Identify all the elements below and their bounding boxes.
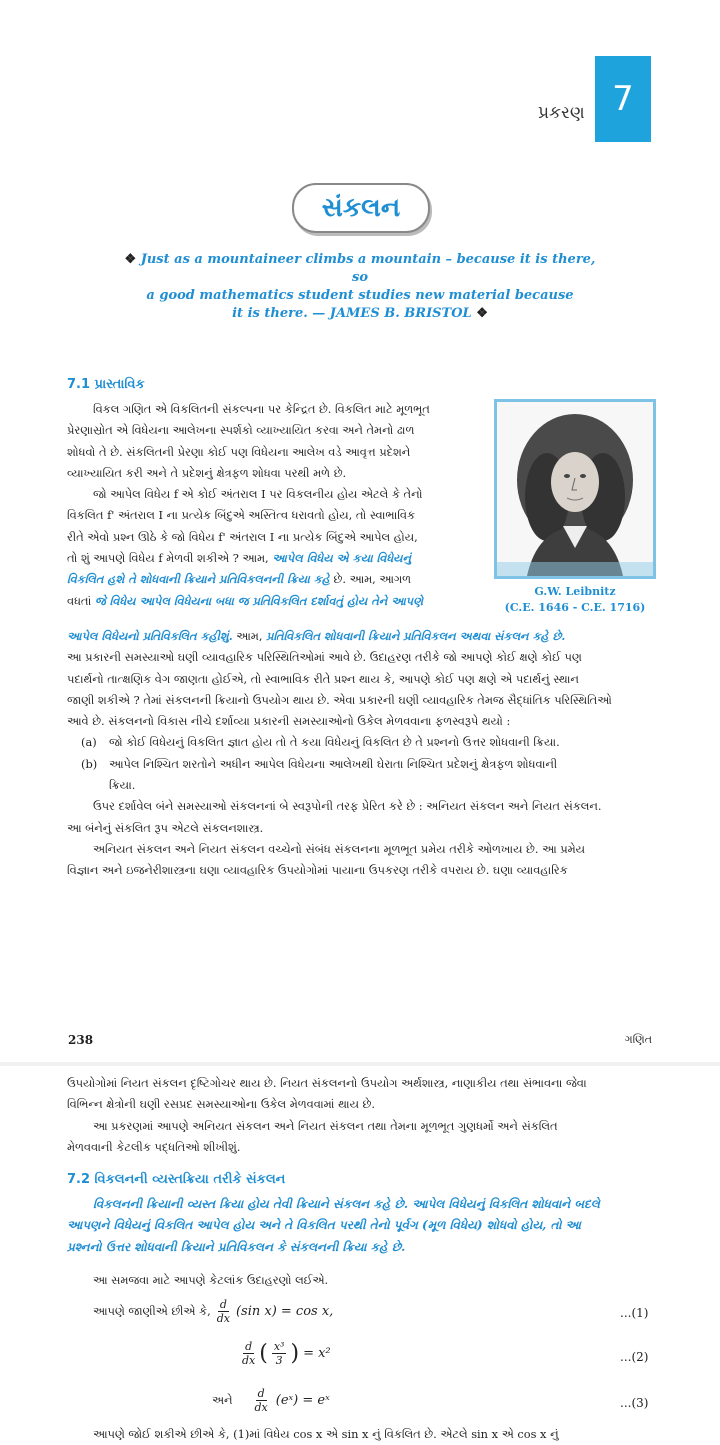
text-line: વિકલ ગણિત એ વિકલિતની સંકલ્પના પર કેન્દ્રિત છે. વિકલિત માટે મૂળભૂત bbox=[93, 402, 430, 416]
text-line: વિકલિત f' અંતરાલ I ના પ્રત્યેક બિંદુએ અસ્તિત્વ ધરાવતો હોય, તો સ્વાભાવિક bbox=[67, 508, 415, 523]
highlight-text: જે વિધેય આપેલ વિધેયના બધા જ પ્રતિવિકલિત દર્શાવતું હોય તેને આપણે bbox=[94, 593, 424, 608]
highlight-text: આપેલ વિધેયનો પ્રતિવિકલિત કહીશું. bbox=[67, 629, 233, 643]
page-number: 238 bbox=[68, 1033, 94, 1047]
text-line bbox=[67, 626, 653, 647]
list-item-label: (b) bbox=[81, 756, 98, 771]
list-item bbox=[67, 732, 653, 753]
highlight-text: વિકલિત હશે તે શોધવાની ક્રિયાને પ્રતિવિકલનની ક્રિયા કહે bbox=[67, 572, 330, 587]
fraction bbox=[272, 1340, 287, 1367]
text-line: પ્રેરણાસ્રોત એ વિધેયના આલેખના સ્પર્શકો વ્યાખ્યાયિત કરવા અને તેમનો ઢાળ bbox=[67, 423, 415, 438]
definition-paragraph bbox=[67, 1194, 653, 1258]
portrait-name: G.W. Leibnitz bbox=[534, 585, 616, 598]
frac-den: 3 bbox=[275, 1354, 283, 1367]
text-line: ઉપર દર્શાવેલ બંને સમસ્યાઓ સંકલનનાં બે સ્વરૂપોની તરફ પ્રેરિત કરે છે : અનિયત સંકલન અને નિયત સંકલન. bbox=[93, 799, 602, 814]
example-intro: આ સમજવા માટે આપણે કેટલાંક ઉદાહરણો લઈએ. bbox=[93, 1273, 329, 1287]
text-line: આપણે જોઈ શકીએ છીએ કે, (1)માં વિધેય cos x એ sin x નું વિકલિત છે. એટલે sin x એ cos x નું bbox=[93, 1427, 559, 1441]
portrait-illustration-icon bbox=[497, 402, 653, 576]
equation-number: ...(3) bbox=[620, 1396, 649, 1410]
frac-den: dx bbox=[254, 1401, 268, 1414]
equation-rhs: (eˣ) = eˣ bbox=[275, 1393, 330, 1408]
chapter-label: પ્રકરણ bbox=[538, 103, 585, 123]
frac-den: dx bbox=[242, 1354, 256, 1367]
text-span: વધતાં bbox=[67, 593, 95, 608]
text-line: વ્યાખ્યાયિત કરી અને તે પ્રદેશનું ક્ષેત્રફળ શોધવા પરથી મળે છે. bbox=[67, 465, 347, 480]
epigraph-quote bbox=[120, 251, 600, 323]
equation-2 bbox=[242, 1340, 331, 1367]
frac-num: d bbox=[257, 1387, 265, 1400]
quote-line: a good mathematics student studies new material because bbox=[146, 288, 574, 303]
page-divider bbox=[0, 1062, 720, 1066]
frac-den: dx bbox=[216, 1312, 230, 1325]
quote-ornament-icon: ❖ bbox=[124, 252, 137, 267]
portrait-caption bbox=[494, 584, 656, 616]
text-line: પ્રશ્નનો ઉત્તર શોધવાની ક્રિયાને પ્રતિવિકલન કે સંકલનની ક્રિયા કહે છે. bbox=[67, 1239, 406, 1254]
text-line bbox=[67, 591, 487, 612]
text-line: આ પ્રકરણમાં આપણે અનિયત સંકલન અને નિયત સંકલન તથા તેમના મૂળભૂત ગુણધર્મો અને સંકલિત bbox=[93, 1118, 558, 1133]
list-item-text: જો કોઈ વિધેયનું વિકલિત જ્ઞાત હોય તો તે કયા વિધેયનું વિકલિત છે તે પ્રશ્નનો ઉત્તર શોધવાની ક્રિયા. bbox=[109, 735, 560, 750]
derivative-operator bbox=[242, 1340, 255, 1367]
derivative-operator bbox=[255, 1387, 268, 1414]
equation-prefix: અને bbox=[212, 1392, 233, 1407]
equation-rhs: (sin x) = cos x, bbox=[235, 1304, 334, 1319]
equation-3 bbox=[212, 1387, 330, 1414]
list-item-label: (a) bbox=[81, 735, 97, 750]
quote-ornament-icon: ❖ bbox=[476, 306, 488, 321]
text-span: તો શું આપણે વિધેય f મેળવી શકીએ ? આમ, bbox=[67, 551, 269, 566]
highlight-text: આપેલ વિધેય એ કયા વિધેયનું bbox=[272, 551, 411, 566]
text-line: આપણને વિધેયનું વિકલિત આપેલ હોય અને તે વિકલિત પરથી તેનો પૂર્વગ (મૂળ વિધેય) શોધવો હોય, તો આ bbox=[67, 1218, 581, 1233]
list-item-continuation: ક્રિયા. bbox=[109, 778, 136, 793]
text-line: આવે છે. સંકલનનો વિકાસ નીચે દર્શાવ્યા પ્રકારની સમસ્યાઓનો ઉકેલ મેળવવાના ફળસ્વરૂપે થયો : bbox=[67, 714, 511, 729]
text-line bbox=[67, 569, 487, 590]
equation-rhs: = x² bbox=[303, 1346, 331, 1361]
text-line: ઉપયોગોમાં નિયત સંકલન દૃષ્ટિગોચર થાય છે. નિયત સંકલનનો ઉપયોગ અર્થશાસ્ત્ર, નાણાકીય તથા સંભાવના જેવા bbox=[67, 1076, 587, 1090]
section-heading: 7.1 પ્રાસ્તાવિક bbox=[67, 377, 145, 392]
running-head: ગણિત bbox=[624, 1033, 652, 1046]
frac-num: x³ bbox=[273, 1340, 285, 1353]
text-line bbox=[67, 548, 487, 569]
text-line: વિજ્ઞાન અને ઇજનેરીશાસ્ત્રના ઘણા વ્યાવહારિક ઉપયોગોમાં પાયાના ઉપકરણ તરીકે વપરાય છે. ઘણા વ્યાવહારિક bbox=[67, 863, 568, 878]
list-item-text: આપેલ નિશ્ચિત શરતોને અધીન આપેલ વિધેયના આલેખથી ઘેરાતા નિશ્ચિત પ્રદેશનું ક્ષેત્રફળ શોધવાની bbox=[109, 756, 558, 771]
text-line: વિકલનની ક્રિયાની વ્યસ્ત ક્રિયા હોય તેવી ક્રિયાને સંકલન કહે છે. આપેલ વિધેયનું વિકલિત શોધવાને બદલે bbox=[93, 1197, 600, 1211]
quote-line: Just as a mountaineer climbs a mountain – because it is there, so bbox=[140, 252, 596, 285]
text-line: મેળવવાની કેટલીક પદ્ધતિઓ શીખીશું. bbox=[67, 1139, 241, 1154]
chapter-title: સંકલન bbox=[292, 183, 430, 233]
leibnitz-portrait bbox=[494, 399, 656, 579]
equation-number: ...(2) bbox=[620, 1350, 649, 1364]
page2-paragraph bbox=[67, 1073, 653, 1158]
quote-line: it is there. — JAMES B. BRISTOL bbox=[232, 306, 472, 321]
text-line: વિભિન્ન ક્ષેત્રોની ઘણી રસપ્રદ સમસ્યાઓના ઉકેલ મેળવવામાં થાય છે. bbox=[67, 1097, 375, 1112]
frac-num: d bbox=[245, 1340, 253, 1353]
text-line: પદાર્થનો તાત્ક્ષણિક વેગ જાણતા હોઈએ, તો સ્વાભાવિક રીતે પ્રશ્ન થાય કે, આપણે કોઈ પણ ક્ષણે એ પદાર્થનું સ્થાન bbox=[67, 671, 579, 686]
text-line: આ પ્રકારની સમસ્યાઓ ઘણી વ્યાવહારિક પરિસ્થિતિઓમાં આવે છે. ઉદાહરણ તરીકે જો આપણે કોઈ ક્ષણે કોઈ પણ bbox=[67, 650, 582, 665]
equation-number: ...(1) bbox=[620, 1306, 649, 1320]
chapter-number-badge: 7 bbox=[595, 56, 651, 142]
text-line: જો આપેલ વિધેય f એ કોઈ અંતરાલ I પર વિકલનીય હોય એટલે કે તેનો bbox=[93, 487, 423, 502]
frac-num: d bbox=[219, 1298, 227, 1311]
text-span: આમ, bbox=[232, 629, 267, 643]
body-paragraph bbox=[67, 626, 653, 882]
text-line: અનિયત સંકલન અને નિયત સંકલન વચ્ચેનો સંબંધ સંકલનના મૂળભૂત પ્રમેય તરીકે ઓળખાય છે. આ પ્રમેય bbox=[93, 841, 585, 856]
derivative-operator bbox=[217, 1298, 230, 1325]
text-line: આ બંનેનું સંકલિત રૂપ એટલે સંકલનશાસ્ત્ર. bbox=[67, 820, 264, 835]
highlight-text: પ્રતિવિકલિત શોધવાની ક્રિયાને પ્રતિવિકલન અથવા સંકલન કહે છે. bbox=[266, 629, 566, 643]
intro-paragraph bbox=[67, 399, 487, 612]
text-span: છે. આમ, આગળ bbox=[329, 572, 412, 587]
paren-close: ) bbox=[290, 1341, 300, 1366]
equation-prefix: આપણે જાણીએ છીએ કે, bbox=[93, 1303, 211, 1318]
text-line: રીતે એવો પ્રશ્ન ઊઠે કે જો વિધેય f' અંતરાલ I ના પ્રત્યેક બિંદુએ આપેલ હોય, bbox=[67, 529, 418, 544]
equation-1 bbox=[93, 1298, 333, 1325]
text-line: જાણી શકીએ ? તેમાં સંકલનની ક્રિયાનો ઉપયોગ થાય છે. એવા પ્રકારની ઘણી વ્યાવહારિક તેમજ સૈદ્ધાંતિક પરિસ્થિતિઓ bbox=[67, 692, 612, 707]
list-item bbox=[67, 754, 653, 775]
section-heading: 7.2 વિકલનની વ્યસ્તક્રિયા તરીકે સંકલન bbox=[67, 1172, 286, 1187]
text-line: શોધવો તે છે. સંકલિતની પ્રેરણા કોઈ પણ વિધેયના આલેખ વડે આવૃત્ત પ્રદેશને bbox=[67, 444, 411, 459]
portrait-years: (C.E. 1646 - C.E. 1716) bbox=[504, 601, 646, 614]
paren-open: ( bbox=[259, 1341, 268, 1366]
